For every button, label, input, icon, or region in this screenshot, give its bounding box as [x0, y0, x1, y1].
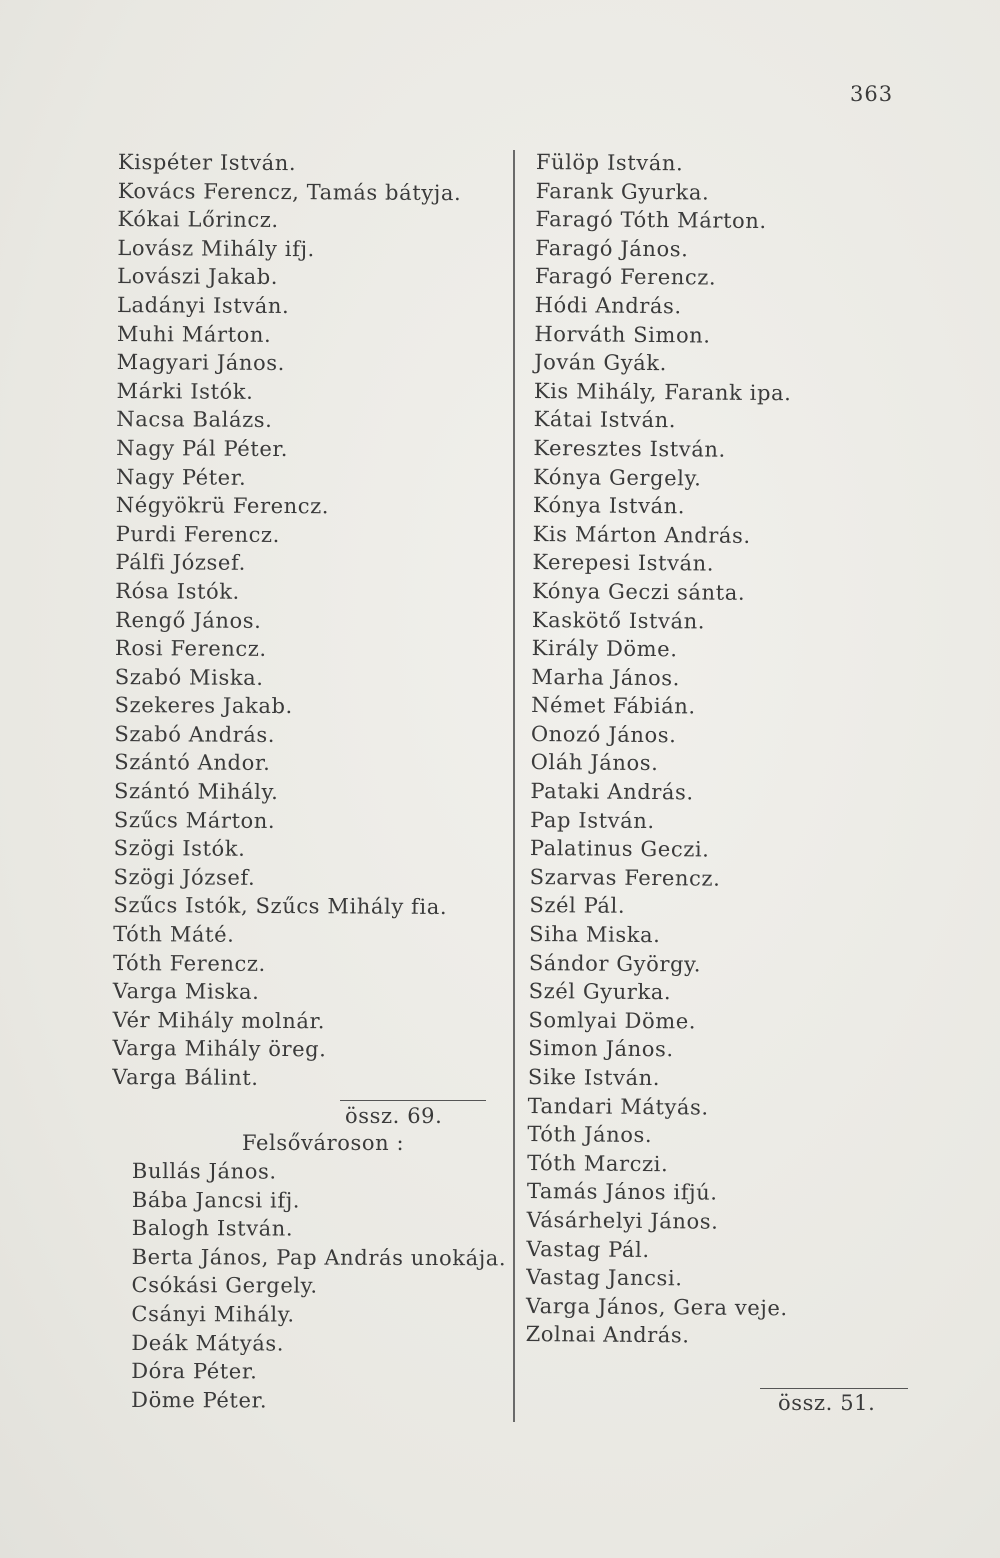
name-entry: Faragó Tóth Márton.	[535, 207, 767, 234]
name-entry: Onozó János.	[530, 721, 677, 748]
name-entry: Lovász Mihály ifj.	[117, 235, 315, 261]
name-entry: Kátai István.	[533, 407, 677, 433]
name-entry: Pap István.	[530, 807, 655, 833]
name-entry: Nacsa Balázs.	[116, 407, 273, 433]
name-entry: Fülöp István.	[535, 149, 684, 176]
name-entry: Varga Miska.	[112, 979, 260, 1005]
name-entry: Kis Mihály, Farank ipa.	[533, 378, 792, 405]
name-entry: Purdi Ferencz.	[115, 521, 280, 547]
name-entry: Sándor György.	[528, 950, 702, 977]
right-total-rule	[760, 1388, 908, 1389]
name-entry: Kaskötő István.	[531, 607, 706, 633]
name-entry: Varga Mihály öreg.	[112, 1036, 327, 1062]
name-entry: Szekeres Jakab.	[114, 693, 293, 719]
name-entry: Vásárhelyi János.	[526, 1207, 719, 1234]
name-entry: Siha Miska.	[529, 922, 661, 948]
name-entry: Király Döme.	[531, 636, 678, 662]
name-entry: Tóth János.	[527, 1122, 653, 1148]
name-entry: Varga János, Gera veje.	[525, 1293, 788, 1320]
name-entry: Muhi Márton.	[116, 321, 272, 347]
name-entry: Tóth Máté.	[113, 922, 235, 947]
name-entry: Rosi Ferencz.	[114, 636, 267, 662]
name-entry: Keresztes István.	[533, 435, 726, 462]
name-entry: Kónya Gergely.	[533, 464, 702, 490]
name-entry: Szögi József.	[113, 864, 256, 890]
name-entry: Faragó János.	[535, 235, 689, 262]
name-entry: Kókai Lőrincz.	[117, 207, 279, 233]
name-entry: Csányi Mihály.	[131, 1301, 295, 1327]
name-entry: Vér Mihály molnár.	[112, 1007, 326, 1034]
left-total: össz. 69.	[345, 1104, 443, 1128]
left-name-list-2	[131, 1157, 506, 1416]
name-entry: Dóra Péter.	[131, 1359, 258, 1384]
name-entry: Balogh István.	[131, 1216, 294, 1241]
name-entry: Berta János, Pap András unokája.	[131, 1244, 507, 1271]
section-heading: Felsővároson :	[242, 1131, 405, 1155]
name-entry: Magyari János.	[116, 350, 286, 376]
name-entry: Sike István.	[527, 1064, 661, 1091]
name-entry: Szűcs Márton.	[113, 807, 276, 833]
name-entry: Szél Gyurka.	[528, 979, 672, 1005]
name-entry: Vastag Jancsi.	[526, 1265, 683, 1291]
name-entry: Kis Márton András.	[532, 521, 751, 548]
name-entry: Szűcs Istók, Szűcs Mihály fia.	[113, 893, 448, 920]
name-entry: Somlyai Döme.	[528, 1007, 697, 1034]
name-entry: Kispéter István.	[117, 149, 297, 176]
name-entry: Kovács Ferencz, Tamás bátyja.	[117, 178, 462, 205]
left-total-rule	[340, 1100, 486, 1101]
left-name-list	[112, 148, 461, 1094]
name-entry: Farank Gyurka.	[535, 178, 710, 205]
name-entry: Négyökrü Ferencz.	[115, 493, 330, 519]
name-entry: Döme Péter.	[131, 1387, 268, 1413]
name-entry: Rengő János.	[115, 607, 262, 633]
right-name-list	[526, 148, 798, 1351]
page-number: 363	[850, 82, 894, 106]
name-entry: Szarvas Ferencz.	[529, 864, 721, 891]
name-entry: Simon János.	[528, 1036, 674, 1062]
column-divider	[513, 150, 515, 1422]
name-entry: Lovászi Jakab.	[117, 264, 279, 290]
name-entry: Vastag Pál.	[526, 1236, 650, 1262]
name-entry: Szántó Mihály.	[113, 779, 279, 805]
name-entry: Zolnai András.	[525, 1322, 690, 1348]
name-entry: Nagy Pál Péter.	[116, 435, 289, 461]
name-entry: Tóth Marczi.	[527, 1150, 669, 1176]
right-total: össz. 51.	[778, 1391, 876, 1415]
name-entry: Kónya István.	[532, 493, 686, 519]
name-entry: Ladányi István.	[116, 292, 290, 319]
name-entry: Horváth Simon.	[534, 321, 711, 348]
name-entry: Szögi Istók.	[113, 836, 246, 862]
name-entry: Kerepesi István.	[532, 550, 715, 576]
name-entry: Tamás János ifjú.	[526, 1179, 718, 1205]
name-entry: Német Fábián.	[531, 693, 696, 719]
name-entry: Márki Istók.	[116, 378, 254, 404]
name-entry: Hódi András.	[534, 292, 682, 319]
name-entry: Palatinus Geczi.	[529, 836, 710, 862]
name-entry: Rósa Istók.	[115, 578, 240, 604]
name-entry: Pataki András.	[530, 779, 694, 805]
name-entry: Szabó Miska.	[114, 664, 264, 690]
name-entry: Szabó András.	[114, 721, 276, 747]
name-entry: Nagy Péter.	[115, 464, 247, 490]
name-entry: Oláh János.	[530, 750, 659, 776]
name-entry: Bullás János.	[131, 1159, 277, 1184]
name-entry: Jován Gyák.	[534, 350, 668, 376]
name-entry: Varga Bálint.	[112, 1064, 259, 1090]
name-entry: Tandari Mátyás.	[527, 1093, 709, 1120]
name-entry: Szántó Andor.	[114, 750, 271, 776]
name-entry: Csókási Gergely.	[131, 1273, 318, 1299]
name-entry: Tóth Ferencz.	[112, 950, 266, 976]
name-entry: Deák Mátyás.	[131, 1330, 285, 1356]
name-entry: Bába Jancsi ifj.	[131, 1187, 301, 1213]
name-entry: Kónya Geczi sánta.	[532, 578, 746, 605]
name-entry: Marha János.	[531, 664, 681, 690]
name-entry: Pálfi József.	[115, 550, 246, 576]
name-entry: Szél Pál.	[529, 893, 626, 919]
name-entry: Faragó Ferencz.	[534, 264, 717, 290]
